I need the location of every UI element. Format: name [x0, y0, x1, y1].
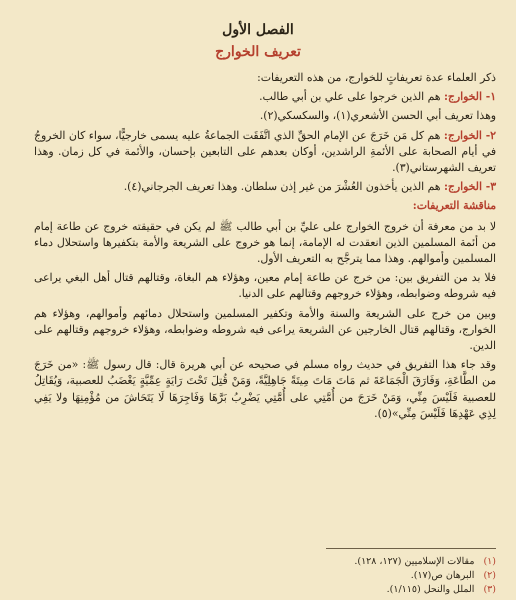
paragraph-text: وهذا تعريف أبي الحسن الأشعري(١)، والسكسكي(٢). [259, 109, 496, 123]
discussion-heading: مناقشة التعريفات: [412, 199, 496, 213]
footnote-divider [326, 548, 496, 549]
definition-label: ٢- الخوارج: [443, 128, 496, 142]
footnotes [34, 548, 496, 597]
section-title: تعريف الخوارج [215, 44, 301, 60]
definition-3 [34, 179, 496, 195]
paragraph-text: لا بد من معرفة أن خروج الخوارج على عليِّ بن أبي طالب ﷺ لم يكن في حقيقته خروج عن طاعة إمام من أئمة المسلمين الذين انعقدت له الإمامة، إنما هو خروج على الشريعة والأمة بتكفيرها واستحلال دماء المسلمين وأموالهم. وهذا مما يترجَّح به التعريف الأول. [34, 219, 496, 266]
paragraph-contrast [34, 306, 496, 355]
paragraph-hadith [34, 357, 496, 422]
definition-text: هم الذين خرجوا على علي بن أبي طالب. [259, 90, 441, 104]
page-body [34, 70, 496, 425]
paragraph-text: ذكر العلماء عدة تعريفاتٍ للخوارج، من هذه التعريفات: [257, 71, 496, 84]
footnote-text: مقالات الإسلاميين (١٢٧، ١٢٨). [354, 556, 475, 567]
definition-label: ١- الخوارج: [443, 90, 496, 104]
definition-1 [34, 89, 496, 105]
definition-text: هم الذين يأخذون العُشْرَ من غير إذن سلطان. وهذا تعريف الجرجاني(٤). [123, 180, 441, 194]
definition-2 [34, 128, 496, 177]
definition-text: هم كل مَن خَرَجَ عن الإمام الحقِّ الذي اتَّفَقَت الجماعةُ عليه يسمى خارجيًّا، سواء كان الخروجُ في أيام الصحابة على الأئمةِ الراشدين، أوكان بعدهم على التابعين بإحسان، والأئمة في كل زمان. وهذا تعريف الشهرستاني(٣). [34, 128, 496, 175]
paragraph-discussion [34, 219, 496, 268]
paragraph-distinction [34, 270, 496, 302]
footnote-number: (٢) [483, 570, 496, 581]
paragraph-text: وبين من خرج على الشريعة والسنة والأمة وتكفير المسلمين واستحلال دمائهم وأموالهم، وهؤلاء هم الخوارج، وقتالهم قتال الخارجين عن الشريعة يراعى فيه شروطه وضوابطه، وهؤلاء خروجهم وقتالهم على الدين. [34, 306, 496, 353]
footnote-text: البرهان ص(١٧). [410, 570, 475, 581]
definition-1-source [34, 108, 496, 124]
footnote-number: (١) [483, 556, 496, 567]
footnote [34, 583, 496, 597]
definition-label: ٣- الخوارج: [443, 180, 496, 194]
paragraph-text: وقد جاء هذا التفريق في حديث رواه مسلم في صحيحه عن أبي هريرة قال: قال رسول ﷺ: «من خَرَجَ من الطَّاعَةِ، وَفَارَقَ الْجَمَاعَةَ ثم مَاتَ مَاتَ مِيتَةً جَاهِلِيَّةً، وَمَنْ قُتِلَ تَحْتَ رَايَةٍ عِمِّيَّةٍ يَغْضَبُ للعصبية، وَيُقَاتِلُ للعصبية فَلَيْسَ مِنِّي، وَمَنْ خَرَجَ من أُمَّتِي على أُمَّتِي يَضْرِبُ بَرَّهَا وَفَاجِرَهَا لَا يَتَحَاشَ من مُؤْمِنِهَا ولا يَفِي لِذِي عَهْدِهَا فَلَيْسَ مِنِّي»(٥). [34, 358, 496, 420]
footnote-number: (٣) [483, 584, 496, 595]
chapter-title: الفصل الأول [222, 22, 294, 38]
paragraph-intro [34, 70, 496, 86]
footnote-text: الملل والنحل (١/١١٥). [386, 584, 475, 595]
paragraph-text: فلا بد من التفريق بين: من خرج عن طاعة إمام معين، وهؤلاء هم البغاة، وقتالهم قتال أهل البغي يراعى فيه شروطه وضوابطه، وهؤلاء خروجهم وقتالهم على الدنيا. [34, 271, 496, 301]
footnote [34, 555, 496, 569]
footnote [34, 569, 496, 583]
